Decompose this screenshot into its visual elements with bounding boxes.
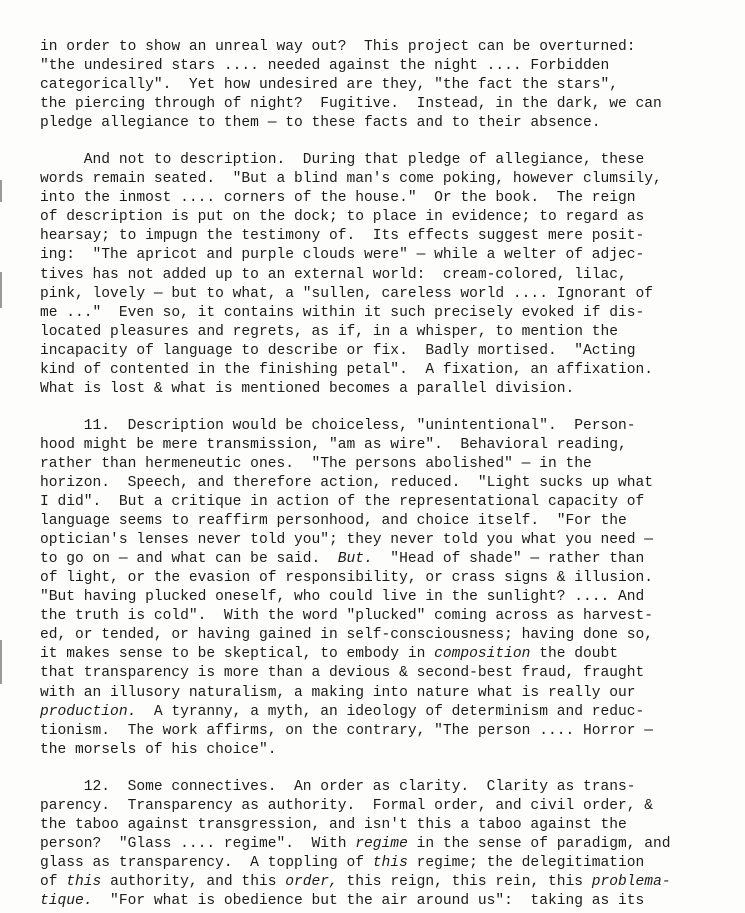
paragraph-gap — [40, 760, 700, 778]
text-line — [40, 474, 700, 493]
text-line — [40, 722, 700, 741]
text-line — [40, 645, 700, 664]
text-line — [40, 816, 700, 835]
text-run: person? "Glass .... regime". With — [40, 835, 356, 852]
italic-text: But. — [337, 551, 373, 568]
text-run: with an illusory naturalism, a making into nature what is really our — [40, 684, 636, 701]
text-line — [40, 342, 700, 361]
text-line — [40, 189, 700, 208]
text-run: this reign, this rein, this — [337, 873, 592, 890]
text-line — [40, 741, 700, 760]
paragraph — [40, 778, 700, 911]
text-line — [40, 436, 700, 455]
italic-text: order, — [285, 873, 338, 890]
text-run: of light, or the evasion of responsibility, or crass signs & illusion. — [40, 570, 654, 587]
paragraph-gap — [40, 133, 700, 151]
text-run: pledge allegiance to them — to these facts and to their absence. — [40, 115, 601, 132]
document-body — [40, 38, 700, 911]
text-line — [40, 892, 700, 911]
text-run: words remain seated. "But a blind man's come poking, however clumsily, — [40, 171, 662, 188]
paragraph — [40, 38, 700, 133]
text-run: tives has not added up to an external world: cream-colored, lilac, — [40, 266, 627, 283]
text-run: 11. Description would be choiceless, "unintentional". Person- — [40, 417, 636, 434]
text-run: the piercing through of night? Fugitive. Instead, in the dark, we can — [40, 96, 662, 113]
text-run: the truth is cold". With the word "plucked" coming across as harvest- — [40, 608, 654, 625]
text-line — [40, 417, 700, 436]
text-run: I did". But a critique in action of the representational capacity of — [40, 494, 645, 511]
text-run: of — [40, 873, 67, 890]
text-run: "Head of shade" — rather than — [372, 551, 645, 568]
italic-text: production. — [40, 703, 137, 720]
text-run: pink, lovely — but to what, a "sullen, careless world .... Ignorant of — [40, 285, 654, 302]
text-run: What is lost & what is mentioned becomes a parallel division. — [40, 380, 575, 397]
text-run: regime; the delegitimation — [407, 854, 645, 871]
text-line — [40, 493, 700, 512]
page-edge-mark — [0, 272, 2, 308]
italic-text: this — [66, 873, 102, 890]
text-line — [40, 835, 700, 854]
text-line — [40, 607, 700, 626]
text-line — [40, 854, 700, 873]
text-run: located pleasures and regrets, as if, in a whisper, to mention the — [40, 323, 619, 340]
text-run: incapacity of language to describe or fix. Badly mortised. "Acting — [40, 342, 636, 359]
text-run: parency. Transparency as authority. Formal order, and civil order, & — [40, 797, 654, 814]
text-line — [40, 797, 700, 816]
text-line — [40, 170, 700, 189]
text-line — [40, 95, 700, 114]
text-run: of description is put on the dock; to place in evidence; to regard as — [40, 209, 645, 226]
text-run: into the inmost .... corners of the house." Or the book. The reign — [40, 190, 636, 207]
text-run: the taboo against transgression, and isn't this a taboo against the — [40, 816, 627, 833]
text-line — [40, 57, 700, 76]
text-run: it makes sense to be skeptical, to embody in — [40, 646, 435, 663]
text-run: the doubt — [530, 646, 619, 663]
paragraph-gap — [40, 399, 700, 417]
text-run: kind of contented in the finishing petal". A fixation, an affixation. — [40, 361, 654, 378]
text-line — [40, 703, 700, 722]
text-run: tionism. The work affirms, on the contrary, "The person .... Horror — — [40, 722, 654, 739]
text-line — [40, 684, 700, 703]
text-run: the morsels of his choice". — [40, 741, 277, 758]
text-line — [40, 588, 700, 607]
text-line — [40, 114, 700, 133]
text-line — [40, 664, 700, 683]
text-run: "the undesired stars .... needed against the night .... Forbidden — [40, 58, 610, 75]
text-line — [40, 285, 700, 304]
text-line — [40, 778, 700, 797]
text-run: And not to description. During that pledge of allegiance, these — [40, 152, 645, 169]
text-line — [40, 304, 700, 323]
text-line — [40, 323, 700, 342]
text-run: "But having plucked oneself, who could live in the sunlight? .... And — [40, 589, 645, 606]
text-run: "For what is obedience but the air around us": taking as its — [92, 892, 645, 909]
text-run: ed, or tended, or having gained in self-consciousness; having done so, — [40, 627, 654, 644]
text-run: optician's lenses never told you"; they never told you what you need — — [40, 532, 654, 549]
text-line — [40, 626, 700, 645]
text-line — [40, 380, 700, 399]
text-line — [40, 361, 700, 380]
text-run: 12. Some connectives. An order as clarity. Clarity as trans- — [40, 778, 636, 795]
text-line — [40, 512, 700, 531]
text-run: horizon. Speech, and therefore action, reduced. "Light sucks up what — [40, 474, 654, 491]
text-run: that transparency is more than a devious & second-best fraud, fraught — [40, 665, 645, 682]
text-run: ing: "The apricot and purple clouds were" — while a welter of adjec- — [40, 247, 645, 264]
page-edge-mark — [0, 640, 2, 684]
italic-text: tique. — [40, 892, 93, 909]
text-run: to go on — and what can be said. — [40, 551, 338, 568]
page-edge-mark — [0, 180, 2, 202]
text-run: A tyranny, a myth, an ideology of determinism and reduc- — [136, 703, 645, 720]
text-line — [40, 246, 700, 265]
text-run: rather than hermeneutic ones. "The persons abolished" — in the — [40, 455, 592, 472]
text-line — [40, 266, 700, 285]
text-line — [40, 38, 700, 57]
paragraph — [40, 151, 700, 399]
text-line — [40, 569, 700, 588]
text-line — [40, 531, 700, 550]
text-run: in the sense of paradigm, and — [407, 835, 671, 852]
italic-text: regime — [355, 835, 408, 852]
text-line — [40, 455, 700, 474]
text-run: authority, and this — [101, 873, 286, 890]
italic-text: problema- — [591, 873, 671, 890]
text-run: hearsay; to impugn the testimony of. Its effects suggest mere posit- — [40, 228, 645, 245]
text-run: language seems to reaffirm personhood, and choice itself. "For the — [40, 513, 627, 530]
text-run: categorically". Yet how undesired are they, "the fact the stars", — [40, 77, 619, 94]
text-line — [40, 151, 700, 170]
text-run: in order to show an unreal way out? This project can be overturned: — [40, 39, 636, 55]
text-run: me ..." Even so, it contains within it such precisely evoked if dis- — [40, 304, 645, 321]
text-line — [40, 873, 700, 892]
text-line — [40, 227, 700, 246]
text-line — [40, 208, 700, 227]
text-line — [40, 76, 700, 95]
text-run: hood might be mere transmission, "am as wire". Behavioral reading, — [40, 436, 627, 453]
text-run: glass as transparency. A toppling of — [40, 854, 373, 871]
paragraph — [40, 417, 700, 760]
text-line — [40, 550, 700, 569]
italic-text: composition — [434, 646, 531, 663]
italic-text: this — [372, 854, 408, 871]
